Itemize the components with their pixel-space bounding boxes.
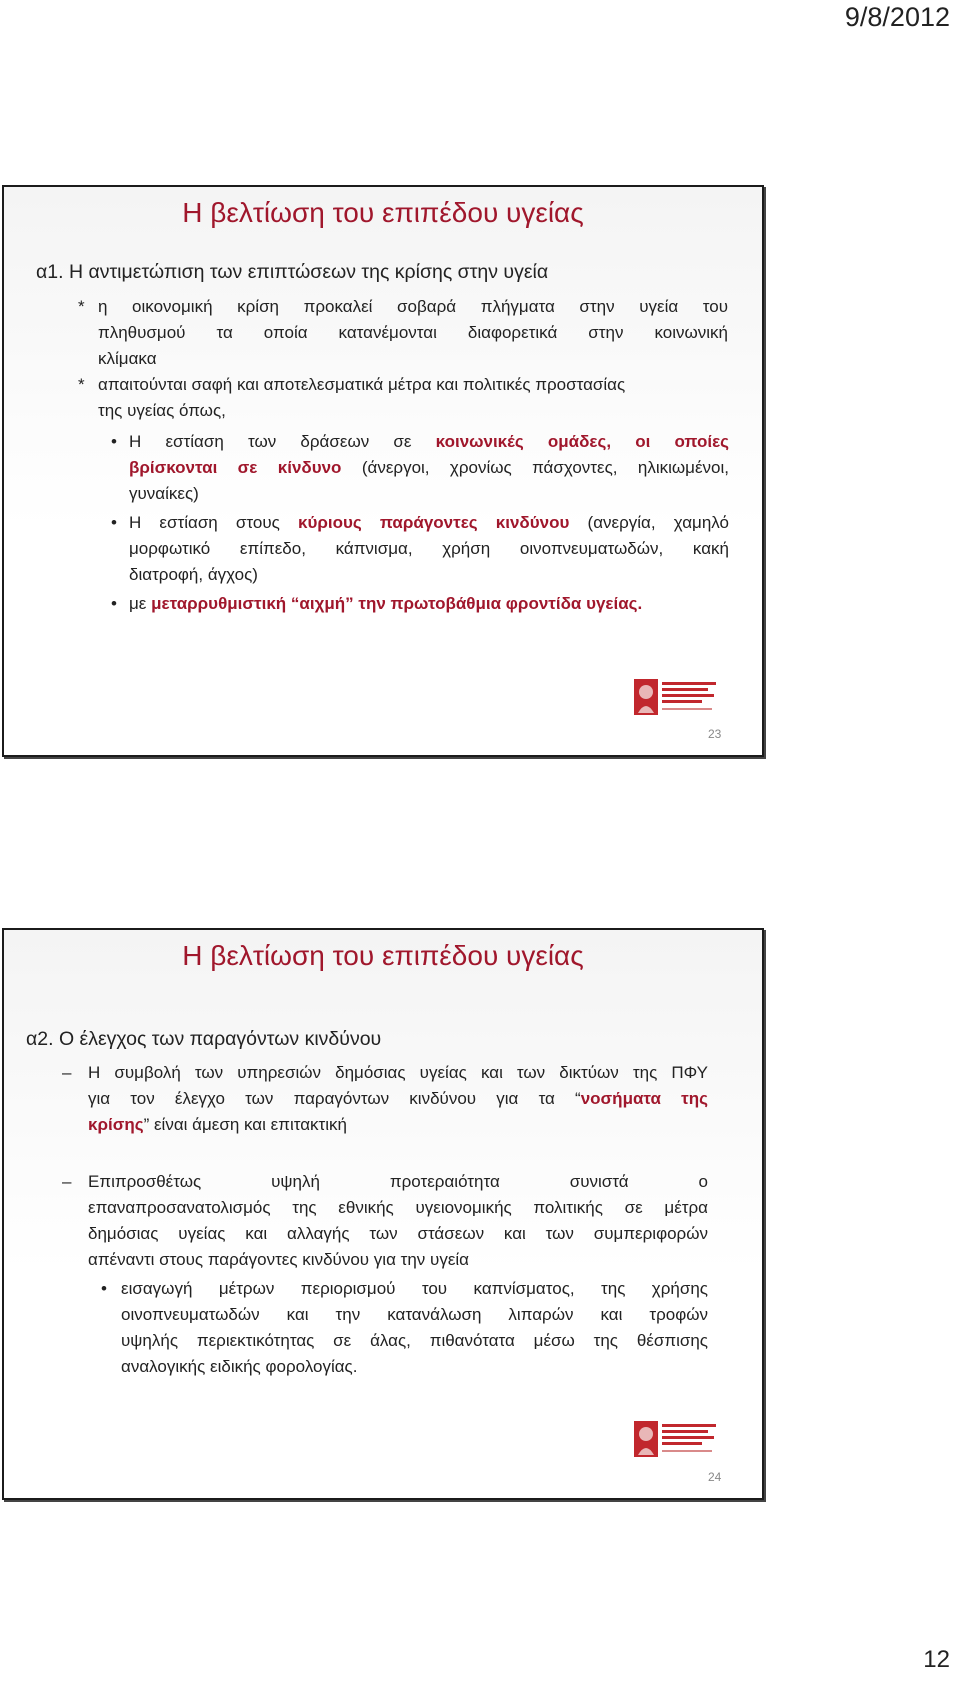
list-item-policy-reorientation (88, 1169, 708, 1273)
highlight-text: νοσήματα της (580, 1089, 708, 1108)
text-line: η οικονομική κρίση προκαλεί σοβαρά πλήγματα στην υγεία του (98, 297, 728, 316)
highlight-text: κρίσης (88, 1115, 144, 1134)
text-line: αναλογικής ειδικής φορολογίας. (121, 1357, 358, 1376)
text-line: Η συμβολή των υπηρεσιών δημόσιας υγείας και των δικτύων της ΠΦΥ (88, 1063, 708, 1082)
page-number: 12 (923, 1646, 950, 1673)
slide-number: 23 (708, 727, 722, 741)
text-line: εισαγωγή μέτρων περιορισμού του καπνίσματος, της χρήσης (121, 1279, 708, 1298)
text-line: γυναίκες) (129, 484, 199, 503)
text-line: διατροφή, άγχος) (129, 565, 258, 584)
text-line (88, 1086, 708, 1112)
plain-text: με (129, 594, 152, 613)
text-line (129, 429, 729, 455)
text-line (88, 1112, 708, 1138)
highlight-text: κύριους παράγοντες κινδύνου (297, 513, 570, 532)
highlight-text: μεταρρυθμιστική “αιχμή” την πρωτοβάθμια φροντίδα υγείας. (151, 594, 643, 613)
dash-bullet: – (62, 1063, 72, 1082)
bullet-dot: • (111, 513, 117, 532)
school-logo (634, 679, 720, 715)
bullet-dot: • (101, 1279, 107, 1298)
slide-number: 24 (708, 1470, 722, 1484)
text-line: οινοπνευματωδών και την κατανάλωση λιπαρών και τροφών (121, 1305, 708, 1324)
plain-text: ” είναι άμεση και επιτακτική (143, 1115, 347, 1134)
slide-23 (2, 185, 764, 757)
text-line (129, 591, 749, 617)
text-line: απέναντι στους παράγοντες κινδύνου για την υγεία (88, 1250, 470, 1269)
plain-text: Η εστίαση των δράσεων σε (129, 432, 436, 451)
text-line: της υγείας όπως, (98, 401, 226, 420)
text-line: επαναπροσανατολισμός της εθνικής υγειονομικής πολιτικής σε μέτρα (88, 1198, 708, 1217)
text-line: πληθυσμού τα οποία κατανέμονται διαφορετικά στην κοινωνική (98, 323, 728, 342)
dash-bullet: – (62, 1172, 72, 1191)
text-line: Επιπροσθέτως υψηλή προτεραιότητα συνιστά ο (88, 1172, 708, 1191)
slide-title: Η βελτίωση του επιπέδου υγείας (182, 197, 584, 228)
text-line (129, 455, 729, 481)
highlight-text: κοινωνικές ομάδες, οι οποίες (435, 432, 729, 451)
plain-text: για τον έλεγχο των παραγόντων κινδύνου για τα “ (88, 1089, 581, 1108)
school-logo (634, 1421, 720, 1457)
list-item-crisis-impact (98, 294, 728, 372)
text-line: μορφωτικό επίπεδο, κάπνισμα, χρήση οινοπνευματωδών, κακή (129, 539, 729, 558)
text-line (129, 510, 729, 536)
slide-24 (2, 928, 764, 1500)
sub-item-primary-care (129, 591, 749, 617)
text-line: κλίμακα (98, 349, 157, 368)
page-date: 9/8/2012 (844, 2, 950, 32)
plain-text: Η εστίαση στους (129, 513, 298, 532)
slide-heading: α1. Η αντιμετώπιση των επιπτώσεων της κρίσης στην υγεία (36, 261, 549, 283)
sub-item-smoking-measures (121, 1276, 708, 1380)
star-bullet: * (78, 375, 85, 394)
slide-title: Η βελτίωση του επιπέδου υγείας (182, 940, 584, 971)
star-bullet: * (78, 297, 85, 316)
bullet-dot: • (111, 594, 117, 613)
plain-text: (άνεργοι, χρονίως πάσχοντες, ηλικιωμένοι, (341, 458, 729, 477)
text-line: απαιτούνται σαφή και αποτελεσματικά μέτρα και πολιτικές προστασίας (98, 375, 626, 394)
slide-heading: α2. Ο έλεγχος των παραγόντων κινδύνου (26, 1028, 382, 1050)
highlight-text: βρίσκονται σε κίνδυνο (129, 458, 342, 477)
bullet-dot: • (111, 432, 117, 451)
list-item-measures-needed (98, 372, 738, 424)
list-item-public-health-services (88, 1060, 708, 1138)
plain-text: (ανεργία, χαμηλό (569, 513, 729, 532)
sub-item-social-groups (129, 429, 729, 507)
text-line: υψηλής περιεκτικότητας σε άλας, πιθανότατα μέσω της θέσπισης (121, 1331, 708, 1350)
sub-item-risk-factors (129, 510, 729, 588)
text-line: δημόσιας υγείας και αλλαγής των στάσεων και των συμπεριφορών (88, 1224, 708, 1243)
